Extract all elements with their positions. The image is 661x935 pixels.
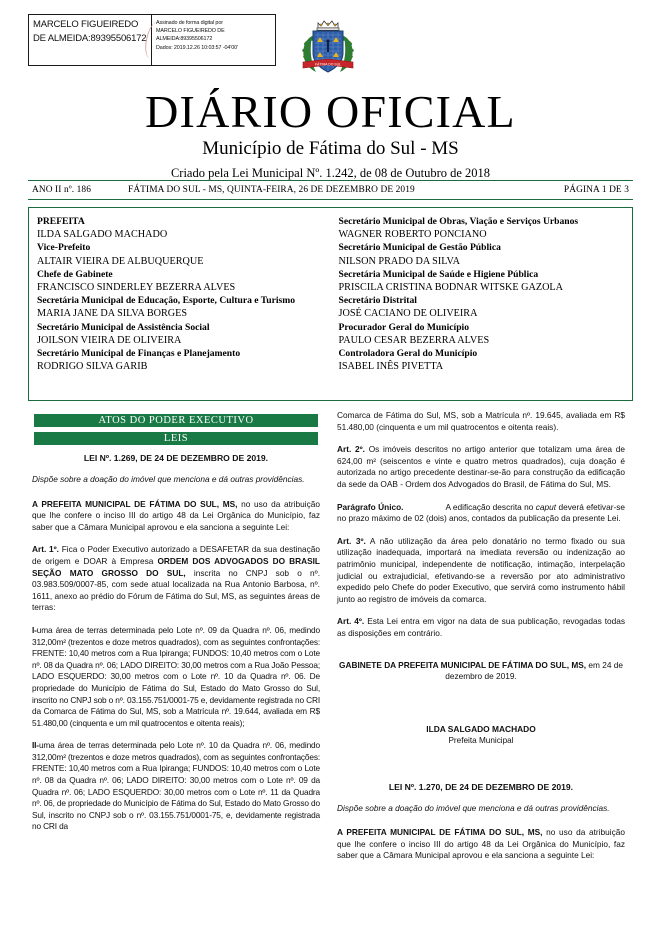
- official-name: PAULO CESAR BEZERRA ALVES: [338, 334, 490, 346]
- content-column-right: [337, 410, 625, 862]
- art1-part1: Fica o Poder Executivo autorizado a DESAFETAR da sua destinação de origem e DOAR à Empresa: [32, 544, 320, 566]
- official-name: WAGNER ROBERTO PONCIANO: [338, 229, 487, 241]
- official-name: JOILSON VIEIRA DE OLIVEIRA: [37, 334, 182, 346]
- art4-text: Esta Lei entra em vigor na data de sua publicação, revogadas todas as disposições em contrário.: [337, 616, 625, 638]
- item-II-label: II-: [32, 740, 39, 751]
- official-role: Secretário Municipal de Assistência Social: [37, 321, 210, 333]
- official-role: Secretária Municipal de Educação, Esporte, Cultura e Turismo: [37, 295, 296, 307]
- digital-signature-stamp: [28, 14, 276, 66]
- law-1269-paragrafo-unico: [337, 502, 625, 525]
- art2-text: Os imóveis descritos no artigo anterior que totalizam uma área de 624,00 m² (seiscentos e vinte e quatro metros quadrados), cuja doação é autorizada no artigo precedente destinar-se-ão para construção da edificação da sede da OAB - Ordem dos Advogados do Brasil, de Fátima do Sul, MS.: [337, 444, 625, 489]
- law-1269-preamble-bold: A PREFEITA MUNICIPAL DE FÁTIMA DO SUL, MS,: [32, 498, 238, 509]
- law-1270-ementa: Dispõe sobre a doação do imóvel que menciona e dá outras providências.: [337, 802, 610, 813]
- item-II-text: uma área de terras determinada pelo Lote nº. 10 da Quadra nº. 06, medindo 312,00m² (trezentos e doze metros quadrados), com as seguintes confrontações: FRENTE: 10,40 metros com a Rua Ipiranga; FUNDOS: 10,40 metros com o Lote nº. 08 da Quadra nº. 06; LADO DIREITO: 30,00 metros com o Lote nº. 09 da Quadra nº. 06; LADO ESQUERDO: 30,00 metros com o Lote nº. 11 da Quadra nº. 06, de propriedade do Município de Fátima do Sul, Estado do Mato Grosso do Sul, inscrito no CNPJ sob o nº. 03.155.751/0001-75, e, devidamente registrada no CRI da: [32, 740, 320, 832]
- item-I-text: uma área de terras determinada pelo Lote nº. 09 da Quadra nº. 06, medindo 312,00m² (trezentos e doze metros quadrados), com as seguintes confrontações: FRENTE: 10,40 metros com a Rua Ipiranga; FUNDOS: 10,40 metros com o Lote nº. 08 da Quadra nº. 06; LADO DIREITO: 30,00 metros com a Rua João Pessoa; LADO ESQUERDO: 30,00 metros com o Lote nº. 10 da Quadra nº. 06. De propriedade do Município de Fátima do Sul, Estado do Mato Grosso do Sul, inscrito no CNPJ sob o nº. 03.155.751/0001-75 e, devidamente registrada no CRI da Comarca de Fátima do Sul, MS, sob a Matrícula nº. 19.644, avaliada em R$ 51.480,00 (cinquenta e um mil quatrocentos e oitenta reais);: [32, 624, 320, 728]
- law-1269-art1: [32, 544, 320, 614]
- banner-atos-poder-executivo: ATOS DO PODER EXECUTIVO: [34, 414, 318, 427]
- law-1270-preamble-rest: no uso da atribuição que lhe confere o inciso III do artigo 48 da Lei Orgânica do Município, faz saber que a Câmara Municipal aprovou e ela sanciona a seguinte Lei:: [337, 827, 625, 861]
- official-name: JOSÉ CACIANO DE OLIVEIRA: [338, 308, 478, 320]
- signature-detail-line-1: Assinado de forma digital por: [156, 20, 223, 26]
- art1-part3: inscrita no CNPJ sob o nº. 03.983.509/0007-85, com sede atual localizada na Rua Antonio Barbosa, nº. 1611, anexo ao prédio do Fórum de Fátima do Sul, MS, as seguintes áreas de terras:: [32, 567, 321, 613]
- paragrafo-unico-pre: A edificação descrita no: [443, 501, 536, 512]
- art4-label: Art. 4º.: [337, 616, 365, 627]
- svg-text:FÁTIMA DO SUL: FÁTIMA DO SUL: [315, 62, 341, 67]
- paragrafo-unico-post: deverá efetivar-se no prazo máximo de 02 (dois) anos, contados da publicação da presente Lei.: [337, 501, 625, 524]
- law-1269-art4: [337, 616, 625, 639]
- art1-entity: ORDEM DOS ADVOGADOS DO BRASIL SEÇÃO MATO GROSSO DO SUL,: [32, 555, 321, 578]
- edition-place-date: FÁTIMA DO SUL - MS, QUINTA-FEIRA, 26 DE DEZEMBRO DE 2019: [128, 185, 415, 195]
- official-role: Secretário Municipal de Finanças e Planejamento: [37, 348, 241, 360]
- edition-year-number: ANO II nº. 186: [32, 185, 91, 195]
- official-role: Secretário Municipal de Gestão Pública: [338, 242, 501, 254]
- official-role: Secretário Municipal de Obras, Viação e Serviços Urbanos: [338, 216, 579, 227]
- signature-details: [152, 15, 275, 65]
- law-1269-art2: [337, 444, 625, 490]
- banner-leis: LEIS: [34, 432, 318, 445]
- content-column-left: [32, 452, 320, 833]
- law-1269-signature: [337, 723, 625, 747]
- law-1269-title: LEI Nº. 1.269, DE 24 DE DEZEMBRO DE 2019.: [83, 453, 269, 463]
- art3-label: Art. 3º.: [337, 535, 366, 546]
- item-I-label: I-: [32, 624, 37, 635]
- official-role: Procurador Geral do Município: [338, 321, 469, 333]
- law-1269-preamble-rest: no uso da atribuição que lhe confere o inciso III do artigo 48 da Lei Orgânica do Município, faz saber que a Câmara Municipal aprovou e ela sanciona a seguinte Lei:: [32, 498, 320, 532]
- law-1270-title: LEI Nº. 1.270, DE 24 DE DEZEMBRO DE 2019.: [388, 781, 574, 792]
- law-1269-item-II: [32, 740, 320, 833]
- paragrafo-unico-label: Parágrafo Único.: [337, 501, 404, 512]
- law-1270-preamble-bold: A PREFEITA MUNICIPAL DE FÁTIMA DO SUL, MS,: [337, 827, 543, 838]
- law-1270-preamble: [337, 827, 625, 862]
- official-name: ILDA SALGADO MACHADO: [37, 229, 168, 241]
- masthead: [0, 88, 661, 181]
- paragrafo-unico-caput: caput: [535, 501, 557, 512]
- signature-detail-line-4: Dados: 2019.12.26 10:03:57 -04'00': [156, 44, 238, 51]
- official-role: Chefe de Gabinete: [37, 268, 113, 280]
- official-name: PRISCILA CRISTINA BODNAR WITSKE GAZOLA: [338, 282, 564, 294]
- edition-page-number: PÁGINA 1 DE 3: [563, 185, 629, 195]
- official-role: PREFEITA: [37, 216, 85, 227]
- official-name: FRANCISCO SINDERLEY BEZERRA ALVES: [37, 282, 236, 294]
- officials-column-left: [29, 212, 331, 400]
- official-name: ALTAIR VIEIRA DE ALBUQUERQUE: [37, 255, 204, 267]
- signature-detail-line-3: ALMEIDA:89395506172: [156, 36, 213, 43]
- law-1269-art3: [337, 536, 625, 606]
- law-1269-ementa: Dispõe sobre a doação do imóvel que menciona e dá outras providências.: [32, 474, 305, 484]
- signer-role: Prefeita Municipal: [448, 735, 514, 745]
- gabinete-rest: em 24 de dezembro de 2019.: [445, 659, 623, 682]
- law-1269-gabinete: [337, 660, 625, 683]
- art3-text: A não utilização da área pelo donatário no termo fixado ou sua utilização inadequada, importará na imediata reversão ou indenização ao patrimônio municipal, independente de notificação, intimação, interpelação judicial ou extrajudicial, efetivando-se a reversão por ato administrativo expedido pelo Chefe do poder Executivo, que servirá como instrumento hábil junto ao registro de imóveis da comarca.: [337, 535, 625, 604]
- art2-label: Art. 2º.: [337, 444, 365, 455]
- law-1269-preamble: [32, 499, 320, 534]
- municipal-coat-of-arms-icon: [296, 16, 360, 84]
- masthead-subtitle: Município de Fátima do Sul - MS: [202, 138, 459, 159]
- officials-box: [28, 207, 633, 401]
- official-role: Secretária Municipal de Saúde e Higiene Pública: [338, 268, 539, 280]
- page-title: DIÁRIO OFICIAL: [145, 86, 516, 137]
- edition-bar: [28, 180, 633, 200]
- section-spacer: [337, 747, 625, 781]
- official-name: MARIA JANE DA SILVA BORGES: [37, 308, 188, 320]
- official-name: RODRIGO SILVA GARIB: [37, 361, 148, 373]
- masthead-created-by: Criado pela Lei Municipal Nº. 1.242, de 08 de Outubro de 2018: [170, 166, 491, 180]
- official-role: Vice-Prefeito: [37, 242, 91, 254]
- law-1269-item-II-continued: Comarca de Fátima do Sul, MS, sob a Matrícula nº. 19.645, avaliada em R$ 51.480,00 (cinquenta e um mil quatrocentos e oitenta reais).: [337, 410, 625, 432]
- signature-signer-name: MARCELO FIGUEIREDO DE ALMEIDA:89395506172: [33, 19, 147, 44]
- gabinete-bold: GABINETE DA PREFEITA MUNICIPAL DE FÁTIMA DO SUL, MS,: [339, 659, 587, 670]
- official-role: Controladora Geral do Município: [338, 348, 478, 360]
- law-1269-item-I: [32, 625, 320, 729]
- art1-label: Art. 1º.: [32, 544, 59, 555]
- officials-column-right: [331, 212, 633, 400]
- official-name: ISABEL INÊS PIVETTA: [338, 361, 444, 373]
- signature-detail-line-2: MARCELO FIGUEIREDO DE: [156, 28, 225, 35]
- official-name: NILSON PRADO DA SILVA: [338, 255, 460, 267]
- official-role: Secretário Distrital: [338, 295, 417, 307]
- signer-name: ILDA SALGADO MACHADO: [426, 723, 536, 734]
